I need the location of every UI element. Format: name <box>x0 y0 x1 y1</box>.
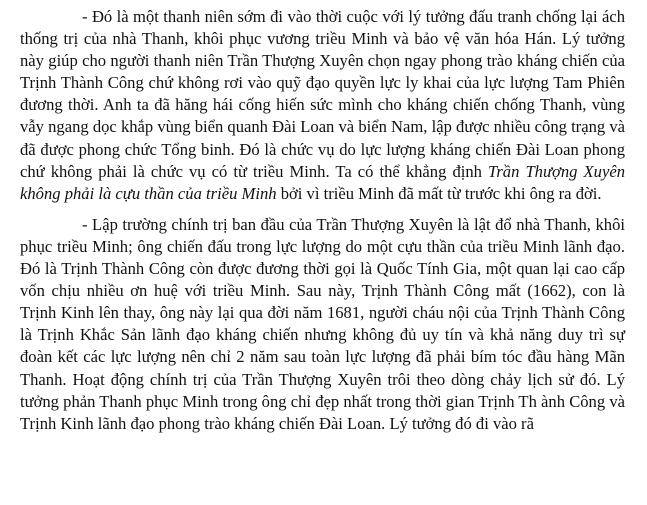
paragraph-1-text-end: bởi vì triều Minh đã mất từ trước khi ông ra đời. <box>276 183 602 203</box>
paragraph-1 <box>20 6 625 205</box>
paragraph-1-text: - Đó là một thanh niên sớm đi vào thời cuộc với lý tưởng đấu tranh chống lại ách thống trị của nhà Thanh, khôi phục vương triều Minh và bảo vệ văn hóa Hán. Lý tưởng này giúp cho người thanh niên Trần Thượng Xuyên chọn ngay phong trào kháng chiến của Trịnh Thành Công chứ không rơi vào quỹ đạo quyền lực ly khai của lực lượng Tam Phiên đương thời. Anh ta đã hăng hái cống hiến sức mình cho kháng chiến chống Thanh, vùng vẫy ngang dọc khắp vùng biển quanh Đài Loan và biển Nam, lập được nhiều công trạng và đã được phong chức Tổng binh. Đó là chức vụ do lực lượng kháng chiến Đài Loan phong chứ không phải là chức vụ có từ triều Minh. Ta có thể khẳng định <box>20 7 625 181</box>
paragraph-2-text: - Lập trường chính trị ban đầu của Trần Thượng Xuyên là lật đổ nhà Thanh, khôi phục triều Minh; ông chiến đấu trong lực lượng do một cựu thần của triều Minh lãnh đạo. Đó là Trịnh Thành Công còn được đương thời gọi là Quốc Tính Gia, một quan lại cao cấp vốn chịu nhiều ơn huệ với triều Minh. Sau này, Trịnh Thành Công mất (1662), con là Trịnh Kinh lên thay, ông này lại qua đời năm 1681, người cháu nội của Trịnh Thành Công là Trịnh Khắc Sản lãnh đạo kháng chiến nhưng không đủ uy tín và khả năng duy trì sự đoàn kết các lực lượng nên chỉ 2 năm sau toàn lực lượng đã phải bím tóc đầu hàng Mãn Thanh. Hoạt động chính trị của Trần Thượng Xuyên trôi theo dòng chảy lịch sử đó. Lý tưởng phản Thanh phục Minh trong ông chỉ đẹp nhất trong thời gian Trịnh Th ành Công và Trịnh Kinh lãnh đạo phong trào kháng chiến Đài Loan. Lý tưởng đó đi vào rã <box>20 214 625 433</box>
paragraph-1-italic-claim: Trần Thượng Xuyên không phải là cựu thần của triều Minh <box>20 161 625 203</box>
paragraph-2 <box>20 214 625 435</box>
